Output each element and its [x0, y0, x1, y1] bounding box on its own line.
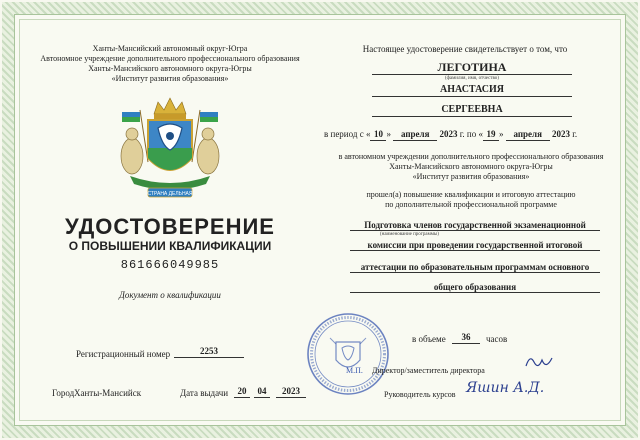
coat-of-arms-icon: [108, 92, 232, 204]
header-line: Ханты-Мансийского автономного округа-Югры: [88, 64, 252, 73]
program-line: комиссии при проведении государственной итоговой: [350, 240, 600, 251]
to-day: 19: [483, 129, 499, 141]
header-line: Автономное учреждение дополнительного профессионального образования: [40, 54, 300, 63]
stamp-mp: М.П.: [346, 366, 363, 375]
program-caption: (наименование программы): [380, 232, 439, 237]
official-seal: [306, 312, 390, 396]
city-label: Город: [52, 388, 75, 398]
issue-year: 2023: [276, 386, 306, 398]
course-head-signature: Яшин А.Д.: [466, 380, 545, 396]
completion-line: прошел(а) повышение квалификации и итоговую аттестацию: [366, 190, 576, 199]
issuer-header: [30, 44, 310, 84]
emblem-ribbon-text: СТРАНА ДЕЛЬНАЯ: [147, 191, 193, 197]
org-line: в автономном учреждении дополнительного профессионального образования: [338, 152, 604, 161]
program-line: аттестации по образовательным программам основного: [350, 262, 600, 273]
header-line: «Институт развития образования»: [111, 74, 229, 83]
issue-date-label: Дата выдачи: [180, 388, 229, 398]
course-head-label: Руководитель курсов: [384, 390, 456, 399]
round-seal-icon: [306, 312, 390, 396]
intro-text: Настоящее удостоверение свидетельствует о том, что: [362, 44, 568, 54]
program-line: общего образования: [350, 282, 600, 293]
holder-name: АНАСТАСИЯ: [372, 84, 572, 97]
quote-close: »: [386, 129, 391, 139]
volume-label: в объеме: [412, 334, 446, 344]
to-word: по: [466, 129, 477, 139]
program-line: Подготовка членов государственной экзаменационной: [350, 220, 600, 231]
org-line: Ханты-Мансийского автономного округа-Югры: [389, 162, 553, 171]
from-day: 10: [370, 129, 386, 141]
fio-caption: (фамилия, имя, отчество): [445, 76, 499, 81]
quote-open: «: [365, 129, 371, 139]
reg-number-label: Регистрационный номер: [76, 349, 171, 359]
document-title: УДОСТОВЕРЕНИЕ: [65, 214, 275, 239]
to-month: апреля: [506, 129, 550, 141]
from-month: апреля: [393, 129, 437, 141]
header-line: Ханты-Мансийский автономный округ-Югра: [92, 44, 248, 53]
study-period: [324, 129, 614, 141]
coat-of-arms-emblem: [108, 92, 232, 204]
org-line: «Институт развития образования»: [412, 172, 530, 181]
from-year-suffix: г.: [459, 129, 465, 139]
director-signature: [522, 352, 556, 372]
from-year: 2023: [439, 129, 458, 139]
holder-patronymic: СЕРГЕЕВНА: [372, 104, 572, 117]
volume-value: 36: [452, 332, 480, 344]
completion-text: [326, 190, 616, 210]
organization-text: [326, 152, 616, 182]
city-value: Ханты-Мансийск: [74, 388, 142, 398]
reg-number-value: 2253: [174, 346, 244, 358]
to-year: 2023: [551, 129, 570, 139]
quote-open: «: [478, 129, 483, 139]
document-subtitle: О ПОВЫШЕНИИ КВАЛИФИКАЦИИ: [68, 239, 272, 253]
completion-line: по дополнительной профессиональной программе: [385, 200, 557, 209]
signature-scribble-icon: [522, 352, 556, 372]
director-label: Директор/заместитель директора: [372, 366, 485, 375]
document-type: Документ о квалификации: [119, 290, 221, 300]
issue-day: 20: [234, 386, 250, 398]
issue-month: 04: [254, 386, 270, 398]
period-prefix: в период с: [324, 129, 364, 139]
volume-unit: часов: [486, 334, 508, 344]
document-number: 861666049985: [120, 258, 220, 272]
quote-close: »: [498, 129, 504, 139]
holder-surname: ЛЕГОТИНА: [372, 60, 572, 75]
to-year-suffix: г.: [572, 129, 578, 139]
